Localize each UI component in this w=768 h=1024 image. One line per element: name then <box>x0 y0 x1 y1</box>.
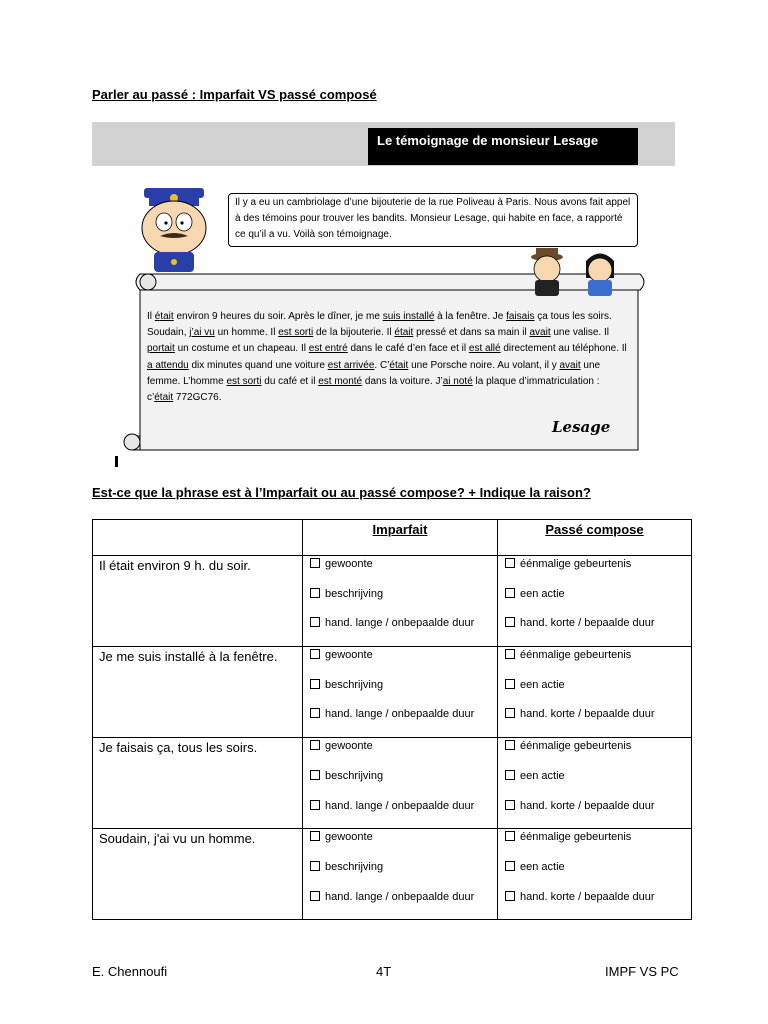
checkbox-icon[interactable] <box>310 708 320 718</box>
text-segment: dans le café d’en face et il <box>347 343 469 355</box>
checkbox-icon[interactable] <box>505 740 515 750</box>
text-segment: dix minutes quand une voiture <box>188 359 328 371</box>
option-label: beschrijving <box>325 769 384 782</box>
text-segment: une Porsche noire. Au volant, il y <box>408 359 560 371</box>
checkbox-icon[interactable] <box>310 740 320 750</box>
sentence-text: Je me suis installé à la fenêtre. <box>99 649 278 665</box>
checkbox-icon[interactable] <box>310 649 320 659</box>
passe-compose-option[interactable] <box>505 707 691 737</box>
verb-underlined: portait <box>147 343 175 355</box>
option-label: hand. korte / bepaalde duur <box>520 617 655 630</box>
sentence-text: Soudain, j'ai vu un homme. <box>99 831 256 847</box>
table-row <box>93 829 692 920</box>
imparfait-option[interactable] <box>310 648 497 678</box>
verb-underlined: est allé <box>468 343 501 355</box>
text-segment: environ 9 heures du soir. Après le dîner, je me <box>173 311 383 322</box>
passe-compose-option[interactable] <box>505 557 691 587</box>
header-imparfait: Imparfait <box>303 520 498 556</box>
option-label: éénmalige gebeurtenis <box>520 649 632 662</box>
verb-underlined: avait <box>559 359 581 371</box>
text-segment: un homme. Il <box>214 327 279 339</box>
header-sentence <box>93 520 303 556</box>
checkbox-icon[interactable] <box>505 617 515 627</box>
passe-compose-option[interactable] <box>505 799 691 829</box>
verb-underlined: était <box>394 327 414 339</box>
text-segment: la plaque d’immatriculation : c’ <box>147 375 600 404</box>
imparfait-option[interactable] <box>310 678 497 708</box>
sentence-cell <box>93 829 303 920</box>
verb-underlined: ai noté <box>442 375 473 387</box>
passe-compose-option[interactable] <box>505 769 691 799</box>
sentence-text: Je faisais ça, tous les soirs. <box>99 740 258 756</box>
testimony-text <box>147 309 627 406</box>
option-label: gewoonte <box>325 740 373 753</box>
passe-compose-options-cell <box>498 556 692 647</box>
passe-compose-option[interactable] <box>505 587 691 617</box>
option-label: een actie <box>520 860 565 873</box>
verb-underlined: était <box>389 359 409 371</box>
verb-underlined: est sorti <box>278 327 314 339</box>
option-label: hand. lange / onbepaalde duur <box>325 708 475 721</box>
passe-compose-option[interactable] <box>505 648 691 678</box>
imparfait-option[interactable] <box>310 860 497 890</box>
text-segment: dans la voiture. J’ <box>362 375 443 387</box>
passe-compose-option[interactable] <box>505 616 691 646</box>
imparfait-option[interactable] <box>310 707 497 737</box>
signature: Lesage <box>552 418 611 436</box>
checkbox-icon[interactable] <box>310 891 320 901</box>
checkbox-icon[interactable] <box>505 891 515 901</box>
checkbox-icon[interactable] <box>310 800 320 810</box>
checkbox-icon[interactable] <box>310 770 320 780</box>
text-segment: pressé et dans sa main il <box>413 327 530 339</box>
checkbox-icon[interactable] <box>310 679 320 689</box>
option-label: gewoonte <box>325 649 373 662</box>
footer-class: 4T <box>376 964 392 979</box>
option-label: éénmalige gebeurtenis <box>520 558 632 570</box>
option-label: hand. korte / bepaalde duur <box>520 799 655 812</box>
checkbox-icon[interactable] <box>505 679 515 689</box>
sentence-cell <box>93 738 303 829</box>
table-header-row <box>93 520 692 556</box>
verb-underlined: j’ai vu <box>189 327 215 339</box>
verb-underlined: est entré <box>308 343 348 355</box>
checkbox-icon[interactable] <box>505 649 515 659</box>
imparfait-option[interactable] <box>310 769 497 799</box>
checkbox-icon[interactable] <box>310 831 320 841</box>
passe-compose-options-cell <box>498 829 692 920</box>
table-row <box>93 556 692 647</box>
option-label: beschrijving <box>325 860 384 873</box>
checkbox-icon[interactable] <box>505 861 515 871</box>
verb-underlined: faisais <box>506 311 535 322</box>
checkbox-icon[interactable] <box>505 800 515 810</box>
answer-table <box>92 519 692 920</box>
imparfait-options-cell <box>303 647 498 738</box>
option-label: hand. lange / onbepaalde duur <box>325 617 475 630</box>
verb-underlined: était <box>154 311 174 322</box>
text-segment: une femme. L’homme <box>147 359 601 387</box>
imparfait-options-cell <box>303 738 498 829</box>
option-label: gewoonte <box>325 831 373 844</box>
option-label: éénmalige gebeurtenis <box>520 831 632 844</box>
imparfait-option[interactable] <box>310 616 497 646</box>
text-segment: directement au téléphone. Il <box>500 343 627 355</box>
checkbox-icon[interactable] <box>310 588 320 598</box>
text-cursor <box>115 456 118 467</box>
imparfait-option[interactable] <box>310 799 497 829</box>
sentence-cell <box>93 556 303 647</box>
passe-compose-options-cell <box>498 647 692 738</box>
verb-underlined: était <box>154 392 174 404</box>
option-label: beschrijving <box>325 587 384 600</box>
sentence-cell <box>93 647 303 738</box>
passe-compose-option[interactable] <box>505 830 691 860</box>
option-label: hand. korte / bepaalde duur <box>520 890 655 903</box>
verb-underlined: avait <box>529 327 551 339</box>
passe-compose-option[interactable] <box>505 739 691 769</box>
option-label: beschrijving <box>325 678 384 691</box>
text-segment: à la fenêtre. Je <box>434 311 507 322</box>
header-passe-compose: Passé compose <box>498 520 692 556</box>
checkbox-icon[interactable] <box>505 831 515 841</box>
text-segment: 772GC76. <box>173 392 222 404</box>
verb-underlined: suis installé <box>382 311 435 322</box>
option-label: een actie <box>520 769 565 782</box>
verb-underlined: a attendu <box>147 359 189 371</box>
checkbox-icon[interactable] <box>505 558 515 568</box>
verb-underlined: est monté <box>318 375 363 387</box>
passe-compose-option[interactable] <box>505 890 691 920</box>
checkbox-icon[interactable] <box>505 770 515 780</box>
verb-underlined: est arrivée <box>327 359 375 371</box>
text-segment: ça tous les soirs. Soudain, <box>147 311 612 339</box>
text-segment: un costume et un chapeau. Il <box>174 343 309 355</box>
imparfait-option[interactable] <box>310 557 497 587</box>
option-label: hand. lange / onbepaalde duur <box>325 890 475 903</box>
text-segment: . C’ <box>374 359 390 371</box>
banner-title: Le témoignage de monsieur Lesage <box>368 128 638 165</box>
checkbox-icon[interactable] <box>310 617 320 627</box>
imparfait-options-cell <box>303 829 498 920</box>
checkbox-icon[interactable] <box>310 861 320 871</box>
page-title: Parler au passé : Imparfait VS passé composé <box>92 87 377 102</box>
text-segment: du café et il <box>261 375 319 387</box>
footer-topic: IMPF VS PC <box>605 964 679 979</box>
verb-underlined: est sorti <box>226 375 262 387</box>
passe-compose-options-cell <box>498 738 692 829</box>
imparfait-option[interactable] <box>310 830 497 860</box>
imparfait-options-cell <box>303 556 498 647</box>
option-label: hand. lange / onbepaalde duur <box>325 799 475 812</box>
table-row <box>93 647 692 738</box>
imparfait-option[interactable] <box>310 739 497 769</box>
checkbox-icon[interactable] <box>505 708 515 718</box>
option-label: gewoonte <box>325 558 373 570</box>
checkbox-icon[interactable] <box>505 588 515 598</box>
option-label: hand. korte / bepaalde duur <box>520 708 655 721</box>
option-label: een actie <box>520 678 565 691</box>
option-label: een actie <box>520 587 565 600</box>
checkbox-icon[interactable] <box>310 558 320 568</box>
text-segment: Il <box>147 311 155 322</box>
footer-author: E. Chennoufi <box>92 964 168 979</box>
policeman-icon <box>142 188 206 272</box>
option-label: éénmalige gebeurtenis <box>520 740 632 753</box>
passe-compose-option[interactable] <box>505 860 691 890</box>
sentence-text: Il était environ 9 h. du soir. <box>99 558 251 573</box>
imparfait-option[interactable] <box>310 587 497 617</box>
imparfait-option[interactable] <box>310 890 497 920</box>
text-segment: de la bijouterie. Il <box>313 327 395 339</box>
text-segment: une valise. Il <box>550 327 609 339</box>
passe-compose-option[interactable] <box>505 678 691 708</box>
question-heading: Est-ce que la phrase est à l’Imparfait ou au passé compose? + Indique la raison? <box>92 485 591 500</box>
speech-bubble: Il y a eu un cambriolage d’une bijouterie de la rue Poliveau à Paris. Nous avons fait appel à des témoins pour trouver les bandits. Monsieur Lesage, qui habite en face, a rapporté ce qu’il a vu. Voilà son témoignage. <box>228 193 638 247</box>
table-row <box>93 738 692 829</box>
